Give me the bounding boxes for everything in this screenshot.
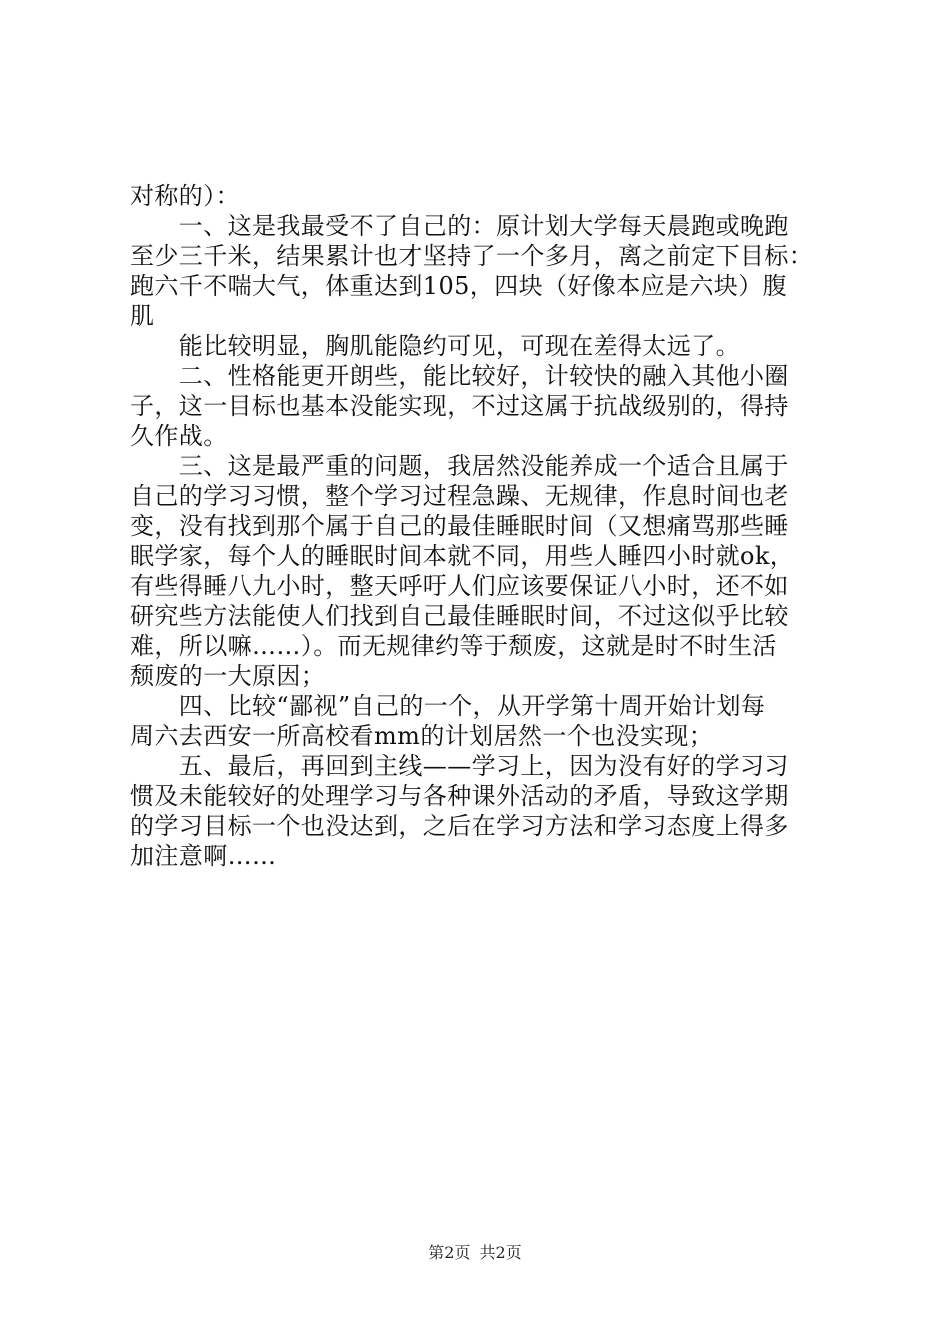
paragraph-line: 研究些方法能使人们找到自己最佳睡眠时间，不过这似乎比较: [130, 602, 789, 630]
paragraph-line: 能比较明显，胸肌能隐约可见，可现在差得太远了。: [130, 332, 740, 360]
paragraph-line: 有些得睡八九小时，整天呼吁人们应该要保证八小时，还不如: [130, 572, 789, 600]
page-total: 共2页: [479, 1243, 522, 1262]
paragraph-line: 五、最后，再回到主线——学习上，因为没有好的学习习: [130, 752, 789, 780]
paragraph-line: 颓废的一大原因；: [130, 662, 326, 690]
page-footer: [0, 1243, 950, 1263]
paragraph-line: 加注意啊……: [130, 842, 277, 870]
paragraph-line: 四、比较“鄙视”自己的一个，从开学第十周开始计划每: [130, 692, 766, 720]
paragraph-line: 二、性格能更开朗些，能比较好，计较快的融入其他小圈: [130, 362, 789, 390]
paragraph-line: 久作战。: [130, 422, 228, 450]
paragraph-line: 一、这是我最受不了自己的：原计划大学每天晨跑或晚跑: [130, 212, 789, 240]
paragraph-line: 跑六千不喘大气，体重达到105，四块（好像本应是六块）腹: [130, 272, 788, 300]
paragraph-line: 的学习目标一个也没达到，之后在学习方法和学习态度上得多: [130, 812, 789, 840]
paragraph-line: 肌: [130, 302, 155, 330]
paragraph-line: 难，所以嘛……）。而无规律约等于颓废，这就是时不时生活: [130, 632, 777, 660]
paragraph-line: 自己的学习习惯，整个学习过程急躁、无规律，作息时间也老: [130, 482, 789, 510]
paragraph-line: 周六去西安一所高校看mm的计划居然一个也没实现；: [130, 722, 714, 750]
page-number: 第2页: [428, 1243, 471, 1262]
paragraph-line: 变，没有找到那个属于自己的最佳睡眠时间（又想痛骂那些睡: [130, 512, 789, 540]
paragraph-line: 眠学家，每个人的睡眠时间本就不同，用些人睡四小时就ok，: [130, 542, 795, 570]
paragraph-line: 对称的）：: [130, 182, 240, 210]
paragraph-line: 至少三千米，结果累计也才坚持了一个多月，离之前定下目标：: [130, 242, 814, 270]
paragraph-line: 惯及未能较好的处理学习与各种课外活动的矛盾，导致这学期: [130, 782, 789, 810]
paragraph-line: 三、这是最严重的问题，我居然没能养成一个适合且属于: [130, 452, 789, 480]
paragraph-line: 子，这一目标也基本没能实现，不过这属于抗战级别的，得持: [130, 392, 789, 420]
